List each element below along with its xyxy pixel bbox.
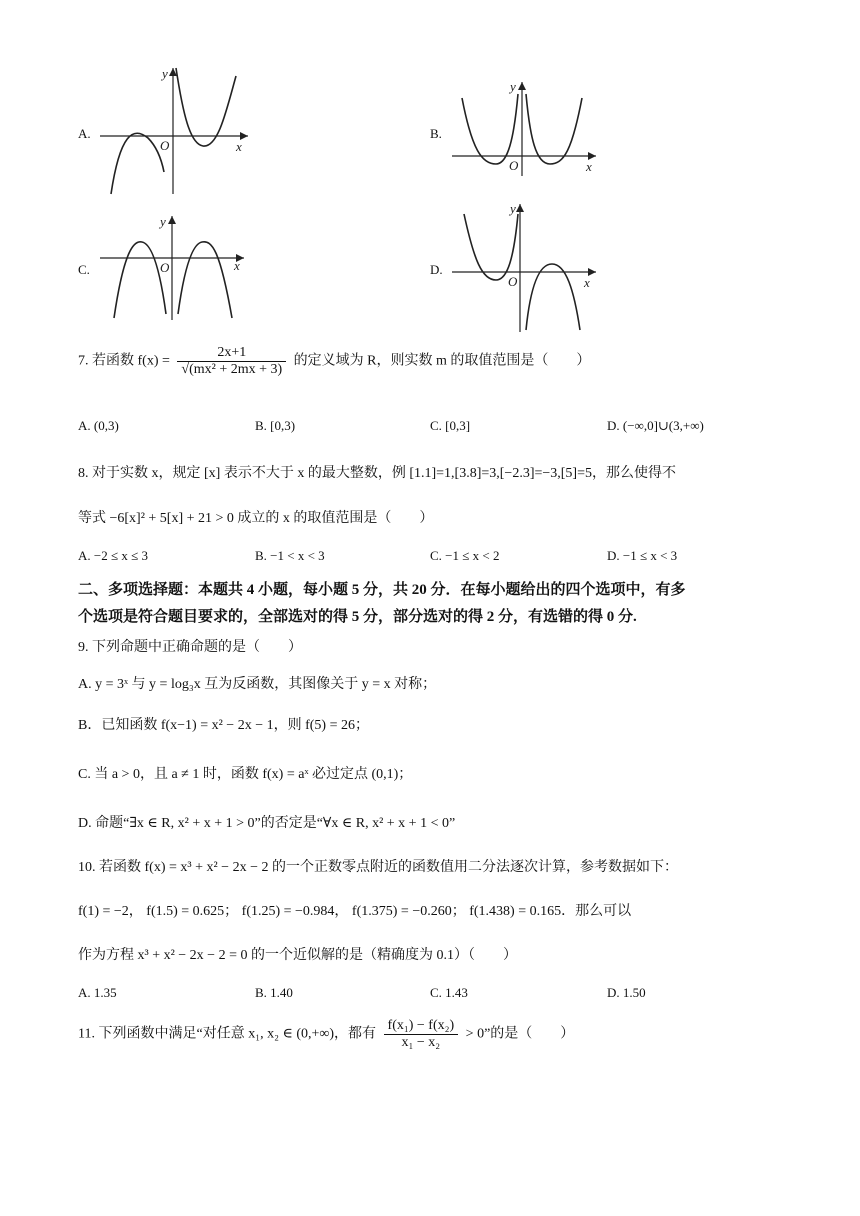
q8-option-d[interactable]: D. −1 ≤ x < 3 (607, 548, 678, 563)
graph-label: D. (430, 262, 443, 277)
fraction-numerator: 2x+1 (177, 345, 286, 362)
origin-label: O (508, 274, 518, 289)
fraction-numerator: f(x₁) − f(x₂) (384, 1018, 459, 1035)
graph-option-a (78, 62, 258, 202)
question-11-prefix: 11. 下列函数中满足“对任意 x₁, x₂ ∈ (0,+∞)，都有 (78, 1026, 377, 1042)
graph-option-d (430, 200, 610, 340)
y-axis-label: y (162, 66, 168, 81)
graph-label: B. (430, 126, 442, 141)
section-2-heading-line1: 二、多项选择题：本题共 4 小题，每小题 5 分，共 20 分．在每小题给出的四个选项中，有多 (78, 582, 686, 598)
origin-label: O (160, 260, 170, 275)
graph-b-plot (430, 78, 610, 178)
x-axis-label: x (584, 275, 590, 290)
y-axis-label: y (510, 79, 516, 94)
y-axis-label: y (160, 214, 166, 229)
question-10-line2: f(1) = −2， f(1.5) = 0.625； f(1.25) = −0.984， f(1.375) = −0.260； f(1.438) = 0.165．那么可以 (78, 904, 632, 919)
fraction-denominator: √(mx² + 2mx + 3) (181, 362, 283, 377)
question-7-prefix: 7. 若函数 f(x) = (78, 353, 170, 369)
graph-option-b (430, 78, 610, 178)
q9-option-c[interactable]: C. 当 a > 0，且 a ≠ 1 时，函数 f(x) = aˣ 必过定点 (0,1)； (78, 767, 413, 782)
question-7-fraction (177, 345, 286, 378)
graph-label: C. (78, 262, 90, 277)
q7-option-c[interactable]: C. [0,3] (430, 418, 471, 433)
q9-option-b[interactable]: B．已知函数 f(x−1) = x² − 2x − 1，则 f(5) = 26； (78, 718, 369, 733)
question-11-fraction (384, 1018, 459, 1051)
section-2-heading-line2: 个选项是符合题目要求的，全部选对的得 5 分，部分选对的得 2 分，有选错的得 0 分. (78, 609, 637, 625)
q9-option-d[interactable]: D. 命题“∃x ∈ R, x² + x + 1 > 0”的否定是“∀x ∈ R, x² + x + 1 < 0” (78, 816, 456, 831)
q7-option-d[interactable]: D. (−∞,0]∪(3,+∞) (607, 418, 704, 433)
q8-option-b[interactable]: B. −1 < x < 3 (255, 548, 325, 563)
graph-c-plot (78, 210, 258, 330)
q10-option-d[interactable]: D. 1.50 (607, 985, 646, 1000)
q7-option-a[interactable]: A. (0,3) (78, 418, 119, 433)
graph-d-plot (430, 200, 610, 340)
origin-label: O (509, 158, 519, 173)
q10-option-a[interactable]: A. 1.35 (78, 985, 117, 1000)
question-11-suffix: > 0”的是（ ） (465, 1026, 575, 1042)
question-8-line1: 8. 对于实数 x，规定 [x] 表示不大于 x 的最大整数，例 [1.1]=1,[3.8]=3,[−2.3]=−3,[5]=5，那么使得不 (78, 466, 676, 481)
graph-option-c (78, 210, 258, 330)
graph-label: A. (78, 126, 91, 141)
question-7 (78, 345, 590, 378)
x-axis-label: x (586, 159, 592, 174)
question-7-suffix: 的定义域为 R，则实数 m 的取值范围是（ ） (293, 353, 591, 369)
q8-option-a[interactable]: A. −2 ≤ x ≤ 3 (78, 548, 148, 563)
y-axis-label: y (510, 201, 516, 216)
question-11 (78, 1018, 574, 1051)
question-8-line2: 等式 −6[x]² + 5[x] + 21 > 0 成立的 x 的取值范围是（ ） (78, 511, 434, 526)
question-10-line3: 作为方程 x³ + x² − 2x − 2 = 0 的一个近似解的是（精确度为 0.1）（ ） (78, 948, 517, 963)
x-axis-label: x (236, 139, 242, 154)
q10-option-b[interactable]: B. 1.40 (255, 985, 293, 1000)
q7-option-b[interactable]: B. [0,3) (255, 418, 296, 433)
question-9-stem: 9. 下列命题中正确命题的是（ ） (78, 640, 302, 655)
graph-a-plot (78, 62, 258, 202)
x-axis-label: x (234, 258, 240, 273)
q10-option-c[interactable]: C. 1.43 (430, 985, 468, 1000)
question-10-line1: 10. 若函数 f(x) = x³ + x² − 2x − 2 的一个正数零点附近的函数值用二分法逐次计算，参考数据如下： (78, 860, 678, 875)
origin-label: O (160, 138, 170, 153)
q8-option-c[interactable]: C. −1 ≤ x < 2 (430, 548, 500, 563)
fraction-denominator: x₁ − x₂ (401, 1035, 441, 1050)
q9-option-a[interactable]: A. y = 3ˣ 与 y = log₃x 互为反函数，其图像关于 y = x 对称； (78, 677, 437, 692)
